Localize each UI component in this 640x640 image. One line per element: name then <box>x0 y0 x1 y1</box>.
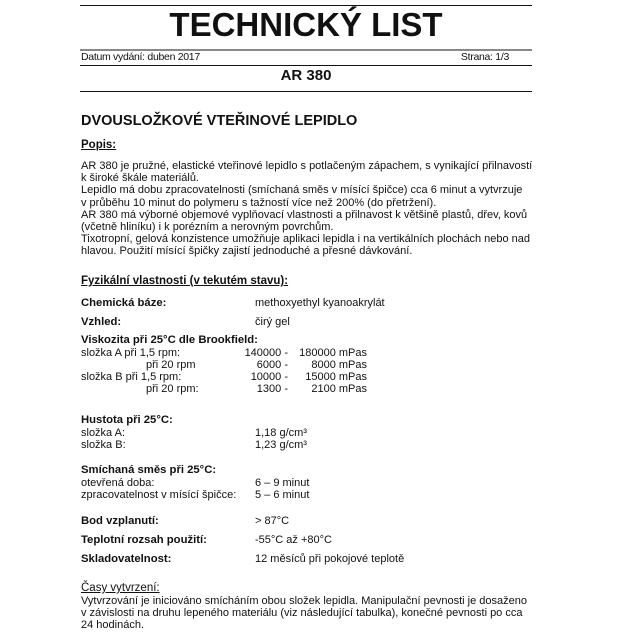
description-line: v průběhu 10 minut do polymeru s tažností více než 200% (do přetržení). <box>81 196 437 209</box>
description-line: Tixotropní, gelová konzistence umožňuje aplikaci lepidla i na vertikálních plochách nebo nad <box>81 233 531 246</box>
chem-base-value: methoxyethyl kyanoakrylát <box>255 297 385 309</box>
viscosity-from: 1300 - <box>256 383 288 395</box>
shelf-life-value: 12 měsíců při pokojové teplotě <box>255 553 405 565</box>
cure-title: Časy vytvrzení: <box>81 582 160 594</box>
flash-point-value: > 87°C <box>255 515 290 527</box>
document-title: TECHNICKÝ LIST <box>169 6 443 43</box>
chem-base-label: Chemická báze: <box>81 297 167 309</box>
cure-line: v závislosti na druhu lepeného materiálu (viz následující tabulka), konečné pevnosti po cca <box>81 607 523 620</box>
viscosity-from: 140000 - <box>244 347 288 359</box>
mixed-row-value: 6 – 9 minut <box>255 477 310 489</box>
description-text <box>81 160 551 258</box>
issue-date: Datum vydání: duben 2017 <box>81 51 200 63</box>
cure-line: 24 hodinách. <box>81 619 144 632</box>
flash-point-label: Bod vzplanutí: <box>81 515 159 527</box>
density-label: Hustota při 25°C: <box>81 414 173 426</box>
description-line: k široké škále materiálů. <box>81 172 199 185</box>
description-line: hlavou. Použití mísící špičky zajistí jednoduché a přesné dávkování. <box>81 245 413 258</box>
viscosity-from: 6000 - <box>256 359 288 371</box>
cure-line: Vytvrzování je iniciováno smícháním obou složek lepidla. Manipulační pevnosti je dosaženo <box>81 595 527 607</box>
viscosity-from: 10000 - <box>250 371 288 383</box>
description-line: AR 380 je pružné, elastické vteřinové lepidlo s potlačeným zápachem, s vynikající přilnavostí <box>81 160 533 172</box>
viscosity-to: 2100 mPas <box>311 383 367 395</box>
product-name: AR 380 <box>280 67 332 84</box>
density-row-value: 1,18 g/cm³ <box>255 427 307 439</box>
mixed-label: Smíchaná směs při 25°C: <box>81 464 217 476</box>
mixed-row-label: otevřená doba: <box>81 477 155 489</box>
viscosity-to: 180000 mPas <box>299 347 367 359</box>
page-number: Strana: 1/3 <box>460 51 509 63</box>
temp-range-label: Teplotní rozsah použití: <box>81 534 207 546</box>
density-row-value: 1,23 g/cm³ <box>255 439 307 451</box>
mixed-row-label: zpracovatelnost v mísící špičce: <box>81 489 237 501</box>
viscosity-row-label: složka B při 1,5 rpm: <box>81 371 182 383</box>
viscosity-label: Viskozita při 25°C dle Brookfield: <box>81 334 258 346</box>
viscosity-row-label: při 20 rpm: <box>146 383 199 395</box>
mixed-row-value: 5 – 6 minut <box>255 489 310 501</box>
viscosity-row-label: při 20 rpm <box>146 359 196 371</box>
meta-rule <box>80 65 532 66</box>
description-line: (včetně hliníku) i k porézním a nerovným povrchům. <box>81 221 334 234</box>
cure-text <box>81 595 551 632</box>
product-rule <box>80 91 532 92</box>
viscosity-row-label: složka A při 1,5 rpm: <box>81 347 181 359</box>
shelf-life-label: Skladovatelnost: <box>81 553 172 565</box>
viscosity-to: 8000 mPas <box>311 359 367 371</box>
temp-range-value: -55°C až +80°C <box>255 534 332 546</box>
document-meta <box>81 51 531 63</box>
viscosity-to: 15000 mPas <box>305 371 367 383</box>
physical-title: Fyzikální vlastnosti (v tekutém stavu): <box>81 275 289 287</box>
appearance-label: Vzhled: <box>81 316 122 328</box>
product-heading: DVOUSLOŽKOVÉ VTEŘINOVÉ LEPIDLO <box>81 113 358 129</box>
density-row-label: složka B: <box>81 439 126 451</box>
description-line: Lepidlo má dobu zpracovatelnosti (smíchaná směs v mísící špičce) cca 6 minut a vytvrzuje <box>81 184 523 197</box>
description-line: AR 380 má výborné objemové vyplňovací vlastnosti a přilnavost k většině plastů, dřev, kovů <box>81 208 528 221</box>
density-row-label: složka A: <box>81 427 126 439</box>
appearance-value: čirý gel <box>255 316 290 328</box>
description-title: Popis: <box>81 139 117 151</box>
